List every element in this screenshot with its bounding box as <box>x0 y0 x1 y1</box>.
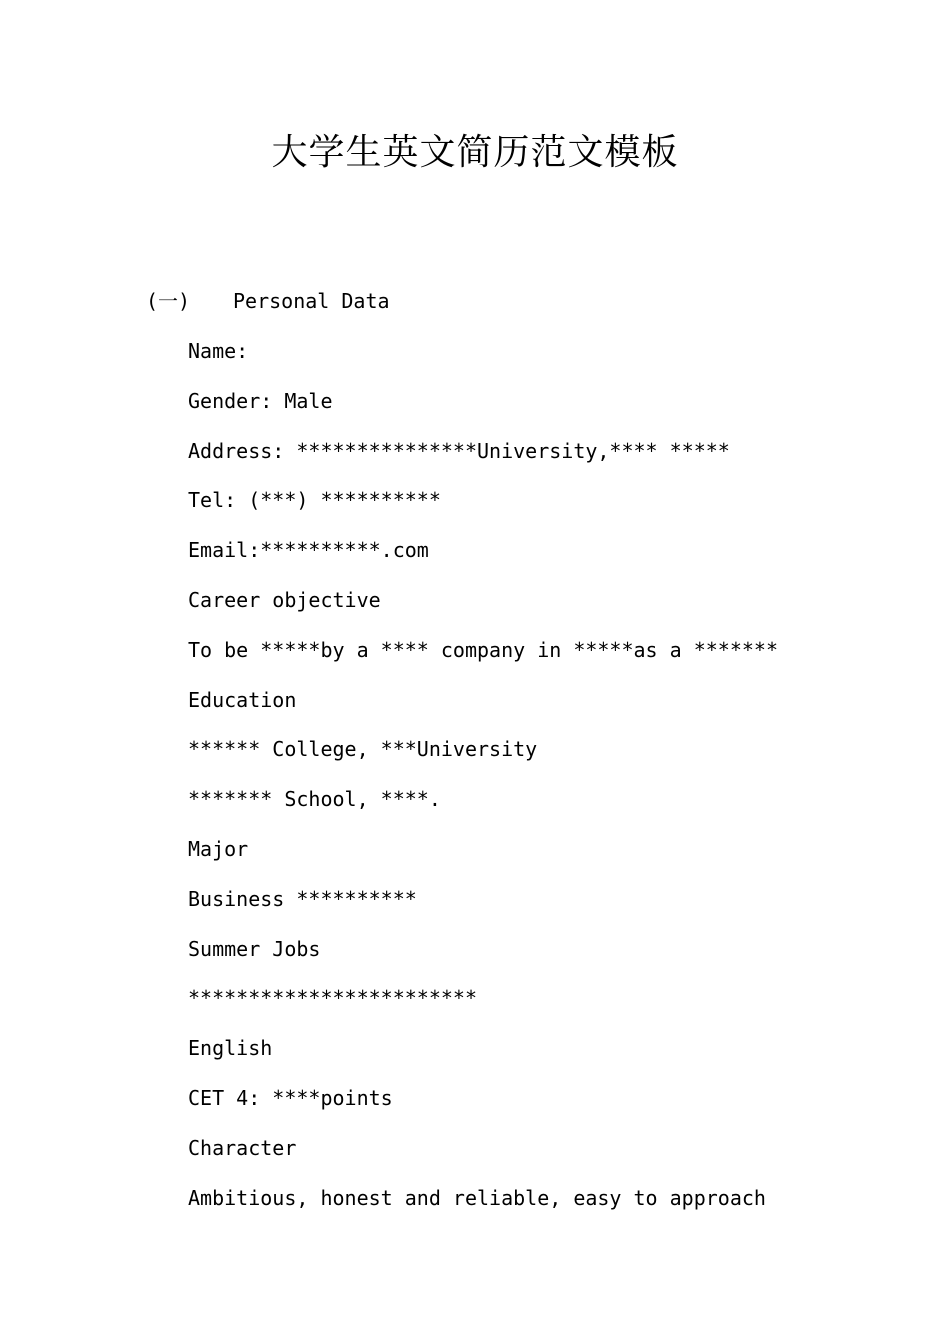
summer-jobs-text: ************************ <box>188 986 477 1011</box>
education-school: ******* School, ****. <box>188 787 441 812</box>
section-number: (一) <box>146 289 191 313</box>
summer-jobs-heading: Summer Jobs <box>188 936 321 961</box>
career-objective-heading: Career objective <box>188 587 381 612</box>
character-text: Ambitious, honest and reliable, easy to approach <box>188 1185 766 1210</box>
page-title: 大学生英文简历范文模板 <box>271 132 679 173</box>
resume-lines <box>188 336 778 1232</box>
gender-line: Gender: Male <box>188 388 333 413</box>
tel-line: Tel: (***) ********** <box>188 488 441 513</box>
education-college: ****** College, ***University <box>188 737 538 762</box>
section-heading-label: Personal Data <box>233 289 390 313</box>
email-line: Email:**********.com <box>188 538 429 563</box>
english-heading: English <box>188 1036 273 1061</box>
education-heading: Education <box>188 687 297 712</box>
career-objective-text: To be *****by a **** company in *****as a ******* <box>188 637 779 662</box>
major-text: Business ********** <box>188 886 417 911</box>
name-line: Name: <box>188 339 249 363</box>
english-cet-line: CET 4: ****points <box>188 1085 393 1110</box>
address-line: Address: ***************University,**** ***** <box>188 438 730 463</box>
major-heading: Major <box>188 836 249 861</box>
character-heading: Character <box>188 1135 297 1160</box>
section-heading <box>146 286 390 316</box>
